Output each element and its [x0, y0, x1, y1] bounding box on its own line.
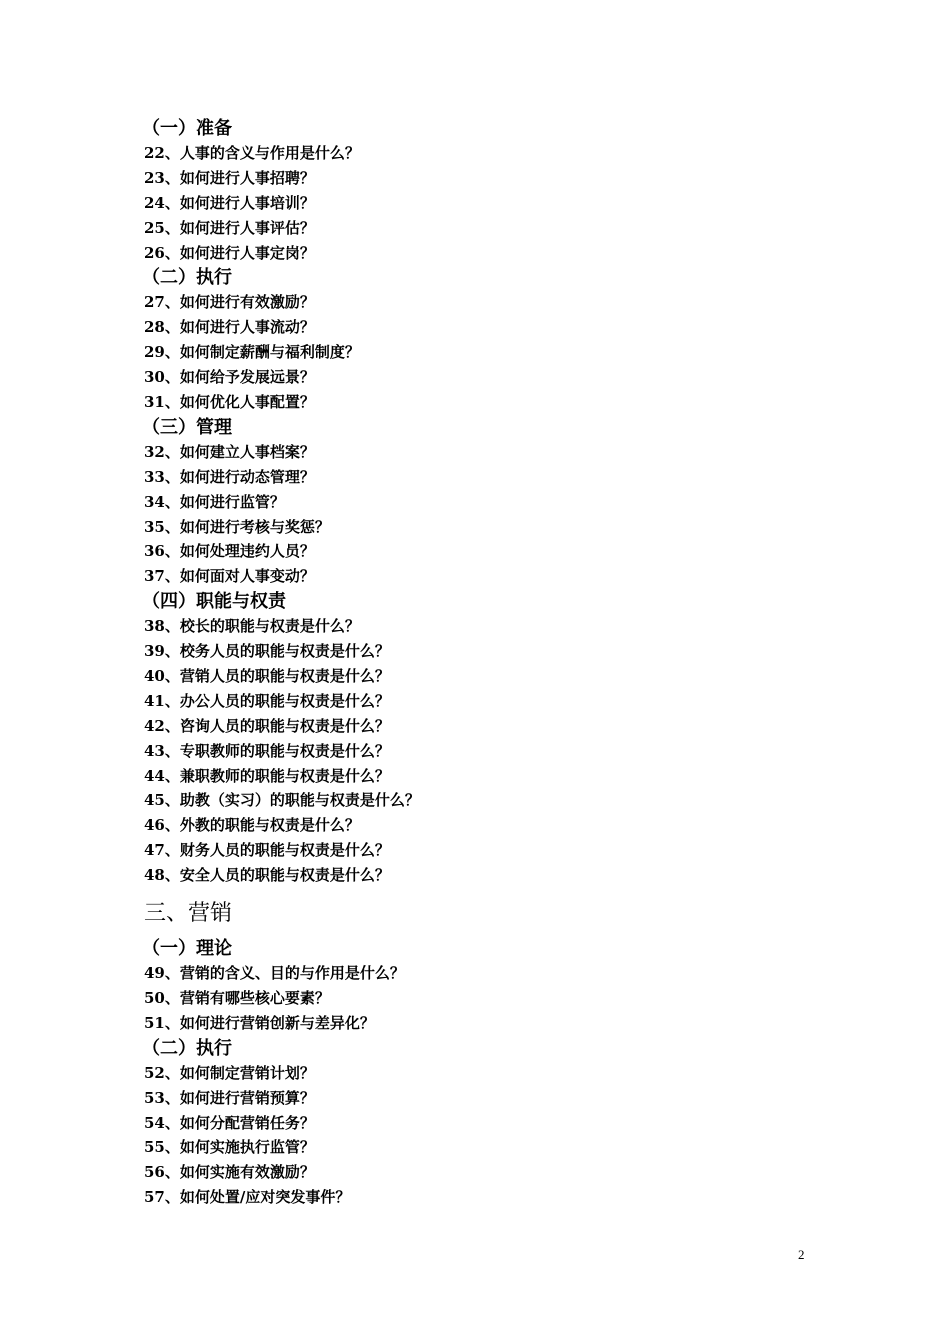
subsection-heading — [142, 265, 804, 290]
subsection-heading-text: （一）准备 — [142, 118, 232, 139]
subsection-heading — [142, 415, 804, 440]
subsection-heading — [142, 936, 804, 961]
question-item: 24、如何进行人事培训？ — [144, 193, 315, 212]
question-item: 31、如何优化人事配置？ — [144, 393, 315, 412]
subsection-heading — [142, 589, 804, 614]
question-item: 34、如何进行监管？ — [144, 492, 285, 511]
question-item: 55、如何实施执行监管？ — [144, 1138, 315, 1157]
question-item: 51、如何进行营销创新与差异化？ — [144, 1013, 375, 1032]
question-item: 47、财务人员的职能与权责是什么？ — [144, 841, 390, 860]
question-item: 26、如何进行人事定岗？ — [144, 243, 315, 262]
question-item: 46、外教的职能与权责是什么？ — [144, 816, 360, 835]
question-item: 52、如何制定营销计划？ — [144, 1063, 315, 1082]
subsection-heading-text: （一）理论 — [142, 938, 232, 960]
question-item: 25、如何进行人事评估？ — [144, 218, 315, 237]
question-item: 23、如何进行人事招聘？ — [144, 168, 315, 187]
subsection-heading-text: （二）执行 — [142, 1037, 232, 1059]
question-item: 54、如何分配营销任务？ — [144, 1113, 315, 1132]
subsection-heading — [142, 116, 804, 141]
question-item: 36、如何处理违约人员？ — [144, 542, 315, 561]
section-heading: 三、营销 — [144, 901, 233, 927]
document-body — [144, 116, 804, 1210]
question-item: 30、如何给予发展远景？ — [144, 368, 315, 387]
question-item: 37、如何面对人事变动？ — [144, 567, 315, 586]
question-item: 33、如何进行动态管理？ — [144, 467, 315, 486]
question-item: 44、兼职教师的职能与权责是什么？ — [144, 766, 390, 785]
question-item: 40、营销人员的职能与权责是什么？ — [144, 667, 390, 686]
page-number: 2 — [798, 1247, 805, 1262]
question-item: 39、校务人员的职能与权责是什么？ — [144, 642, 390, 661]
subsection-heading — [142, 1036, 804, 1061]
question-item: 50、营销有哪些核心要素？ — [144, 988, 330, 1007]
question-item: 27、如何进行有效激励？ — [144, 293, 315, 312]
question-item: 28、如何进行人事流动？ — [144, 318, 315, 337]
question-item: 29、如何制定薪酬与福利制度？ — [144, 343, 360, 362]
question-item: 22、人事的含义与作用是什么？ — [144, 144, 360, 162]
subsection-heading-text: （四）职能与权责 — [142, 591, 286, 613]
question-item: 43、专职教师的职能与权责是什么？ — [144, 741, 390, 760]
question-item: 42、咨询人员的职能与权责是什么？ — [144, 716, 390, 735]
subsection-heading-text: （二）执行 — [142, 267, 232, 289]
question-item: 45、助教（实习）的职能与权责是什么？ — [144, 791, 420, 810]
question-item: 57、如何处置/应对突发事件？ — [144, 1188, 351, 1207]
question-item: 56、如何实施有效激励？ — [144, 1163, 315, 1182]
question-item: 53、如何进行营销预算？ — [144, 1088, 315, 1107]
question-item: 48、安全人员的职能与权责是什么？ — [144, 866, 390, 885]
question-item: 32、如何建立人事档案？ — [144, 442, 315, 461]
subsection-heading-text: （三）管理 — [142, 416, 232, 438]
question-item: 38、校长的职能与权责是什么？ — [144, 617, 360, 636]
question-item: 41、办公人员的职能与权责是什么？ — [144, 691, 390, 710]
question-item: 49、营销的含义、目的与作用是什么？ — [144, 964, 405, 983]
question-item: 35、如何进行考核与奖惩？ — [144, 517, 330, 536]
